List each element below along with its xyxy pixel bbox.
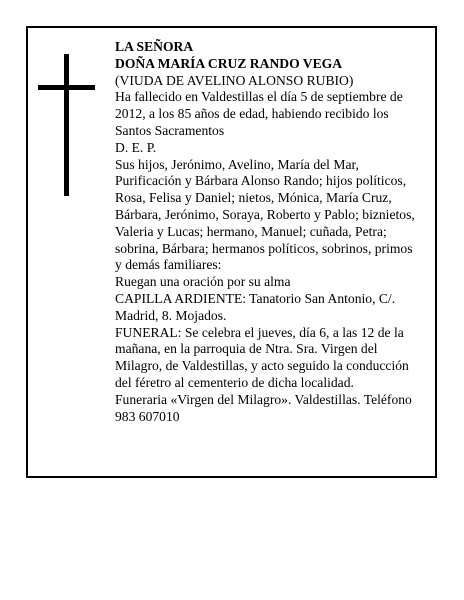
funeral-info: FUNERAL: Se celebra el jueves, día 6, a las 12 de la mañana, en la parroquia de Ntra. Sra. Virgen del Milagro, de Valdestillas, y acto seguido la conducción del féretro al cementerio de dicha localidad. xyxy=(115,324,409,390)
widow-of-line: (VIUDA DE AVELINO ALONSO RUBIO) xyxy=(115,72,354,88)
death-announcement: Ha fallecido en Valdestillas el día 5 de septiembre de 2012, a los 85 años de edad, habiendo recibido los Santos Sacramentos xyxy=(115,89,403,138)
chapel-info: CAPILLA ARDIENTE: Tanatorio San Antonio, C/. Madrid, 8. Mojados. xyxy=(115,290,396,323)
funeral-home-info: Funeraria «Virgen del Milagro». Valdestillas. Teléfono 983 607010 xyxy=(115,391,412,424)
obituary-text xyxy=(115,39,415,425)
deceased-name: DOÑA MARÍA CRUZ RANDO VEGA xyxy=(115,55,343,71)
cross-horizontal-bar xyxy=(38,85,95,90)
prayer-request: Ruegan una oración por su alma xyxy=(115,274,291,290)
notice-title: LA SEÑORA xyxy=(115,39,194,54)
family-list: Sus hijos, Jerónimo, Avelino, María del Mar, Purificación y Bárbara Alonso Rando; hijos políticos, Rosa, Felisa y Daniel; nietos, Mónica, María Cruz, Bárbara, Jerónimo, Soraya, Roberto y Pablo; biznietos, Valeria y Lucas; hermano, Manuel; cuñada, Petra; sobrina, Bárbara; hermanos políticos, sobrinos, primos y demás familiares: xyxy=(115,156,415,273)
cross-vertical-bar xyxy=(64,54,69,196)
dep-line: D. E. P. xyxy=(115,139,157,155)
